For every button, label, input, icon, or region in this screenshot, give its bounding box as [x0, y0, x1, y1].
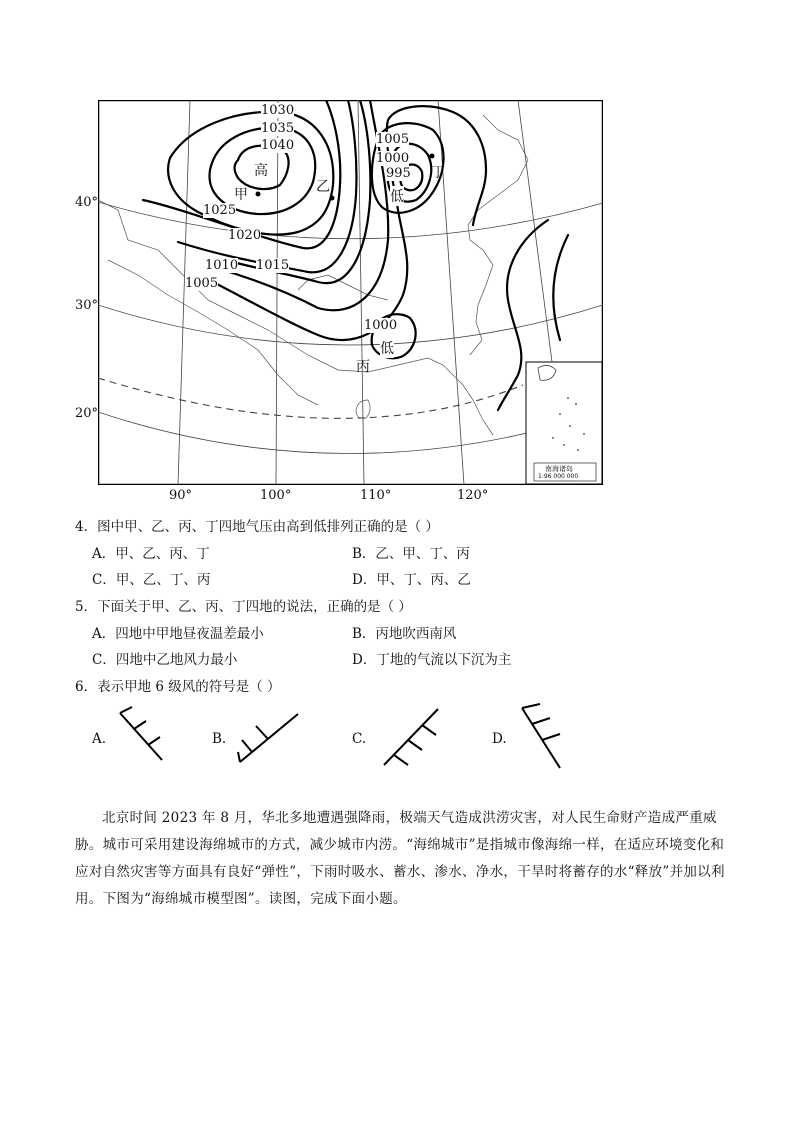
isobar-label: 1005 [376, 132, 410, 147]
lon-label-120: 120° [457, 488, 489, 503]
isobar-label: 1015 [256, 258, 290, 273]
q6-option-d[interactable]: D. [492, 731, 507, 747]
isobar-label: 1030 [261, 103, 295, 118]
lon-label-110: 110° [360, 488, 392, 503]
q4-option-b[interactable]: B．乙、甲、丁、丙 [352, 546, 470, 562]
weather-map [98, 100, 603, 485]
isobar-label: 995 [386, 166, 411, 181]
q5-option-a[interactable]: A．四地中甲地昼夜温差最小 [92, 626, 264, 642]
isobar-label: 1000 [364, 318, 398, 333]
q5-option-c[interactable]: C．四地中乙地风力最小 [92, 652, 238, 668]
lon-label-90: 90° [169, 488, 193, 503]
q4-option-c[interactable]: C．甲、乙、丁、丙 [92, 572, 211, 588]
wind-symbol-b[interactable] [232, 710, 302, 768]
wind-symbol-d[interactable] [512, 702, 570, 774]
reading-passage [75, 805, 735, 913]
q4-option-a[interactable]: A．甲、乙、丙、丁 [92, 546, 210, 562]
high-pressure-label: 高 [254, 163, 268, 179]
isobar-label: 1005 [185, 276, 219, 291]
longitude-labels [0, 488, 800, 508]
point-label-bing: 丙 [356, 359, 370, 375]
low-pressure-label: 低 [390, 186, 404, 206]
passage-paragraph: 北京时间 2023 年 8 月，华北多地遭遇强降雨，极端天气造成洪涝灾害，对人民生命财产造成严重威胁。城市可采用建设海绵城市的方式，减少城市内涝。“海绵城市”是指城市像海绵一样，在适应环境变化和应对自然灾害等方面具有良好“弹性”，下雨时吸水、蓄水、渗水、净水，干旱时将蓄存的水“释放”并加以利用。下图为“海绵城市模型图”。读图，完成下面小题。 [75, 810, 725, 907]
isobar-label: 1020 [228, 228, 262, 243]
low-pressure-label: 低 [380, 338, 394, 358]
lon-label-100: 100° [260, 488, 292, 503]
lat-label-20: 20° [75, 406, 99, 421]
q4-option-d[interactable]: D．甲、丁、丙、乙 [352, 572, 471, 588]
q6-option-a[interactable]: A. [92, 731, 107, 747]
lat-label-30: 30° [75, 298, 99, 313]
isobar-label: 1000 [376, 151, 410, 166]
point-label-yi: 乙 [316, 179, 330, 195]
isobar-label: 1035 [261, 121, 295, 136]
inset-title: 南海诸岛 [545, 465, 573, 473]
q5-option-d[interactable]: D．丁地的气流以下沉为主 [352, 652, 512, 668]
lat-label-40: 40° [75, 195, 99, 210]
question-6-stem: 6．表示甲地 6 级风的符号是（ ） [75, 679, 281, 695]
question-5-stem: 5．下面关于甲、乙、丙、丁四地的说法，正确的是（ ） [75, 599, 412, 615]
isobar-label: 1040 [261, 138, 295, 153]
wind-symbol-c[interactable] [372, 705, 442, 769]
q6-option-c[interactable]: C. [352, 731, 367, 747]
point-label-ding: 丁 [431, 165, 445, 181]
q5-option-b[interactable]: B．丙地吹西南风 [352, 626, 457, 642]
wind-symbol-a[interactable] [112, 705, 172, 765]
q6-option-b[interactable]: B. [212, 731, 227, 747]
inset-scale: 1:96 000 000 [538, 473, 579, 480]
isobar-label: 1010 [205, 258, 239, 273]
question-4-stem: 4．图中甲、乙、丙、丁四地气压由高到低排列正确的是（ ） [75, 519, 439, 535]
isobar-label: 1025 [203, 203, 237, 218]
point-label-jia: 甲 [234, 187, 248, 203]
